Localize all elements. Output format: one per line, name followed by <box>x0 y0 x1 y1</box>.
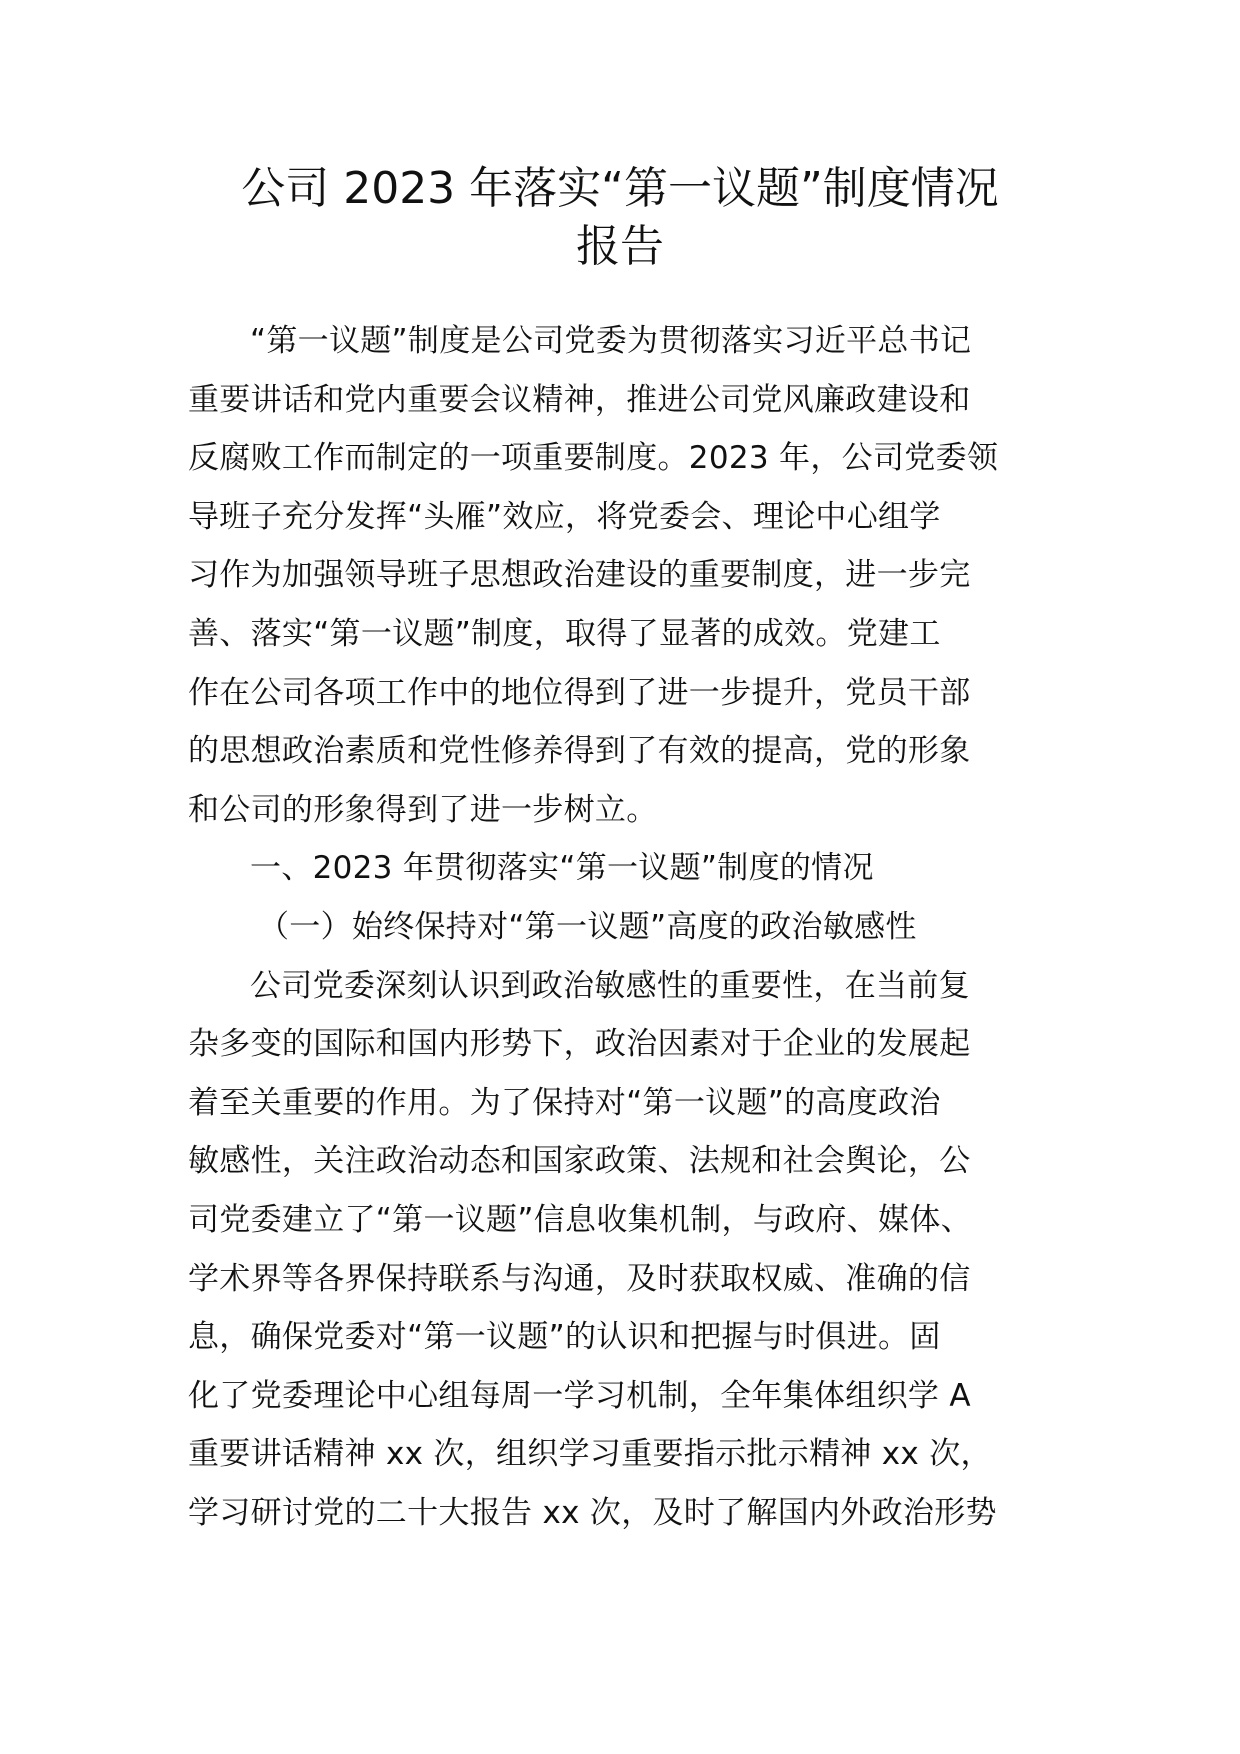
paragraph-body-line: 公司党委深刻认识到政治敏感性的重要性，在当前复 <box>250 967 970 1004</box>
subsection-heading: （一）始终保持对“第一议题”高度的政治敏感性 <box>258 908 917 945</box>
paragraph-intro-line: “第一议题”制度是公司党委为贯彻落实习近平总书记 <box>250 323 972 359</box>
paragraph-intro-line: 和公司的形象得到了进一步树立。 <box>188 791 658 828</box>
paragraph-intro-line: 善、落实“第一议题”制度，取得了显著的成效。党建工 <box>188 615 941 652</box>
paragraph-intro-line: 习作为加强领导班子思想政治建设的重要制度，进一步完 <box>188 557 971 594</box>
paragraph-body-line: 司党委建立了“第一议题”信息收集机制，与政府、媒体、 <box>188 1201 972 1238</box>
document-body <box>188 312 1068 1542</box>
paragraph-body-line: 息，确保党委对“第一议题”的认识和把握与时俱进。固 <box>188 1319 941 1356</box>
document-title <box>150 160 1090 276</box>
paragraph-intro-line: 的思想政治素质和党性修养得到了有效的提高，党的形象 <box>188 733 971 770</box>
paragraph-body-line: 重要讲话精神 xx 次，组织学习重要指示批示精神 xx 次， <box>188 1436 992 1473</box>
paragraph-intro-line: 导班子充分发挥“头雁”效应，将党委会、理论中心组学 <box>188 498 941 535</box>
paragraph-intro-line: 反腐败工作而制定的一项重要制度。2023 年，公司党委领 <box>188 440 999 477</box>
section-heading: 一、2023 年贯彻落实“第一议题”制度的情况 <box>250 850 874 887</box>
paragraph-body-line: 学习研讨党的二十大报告 xx 次，及时了解国内外政治形势 <box>188 1494 997 1531</box>
paragraph-body-line: 着至关重要的作用。为了保持对“第一议题”的高度政治 <box>188 1084 941 1121</box>
paragraph-intro-line: 重要讲话和党内重要会议精神，推进公司党风廉政建设和 <box>188 381 971 418</box>
paragraph-intro-line: 作在公司各项工作中的地位得到了进一步提升，党员干部 <box>188 674 971 711</box>
paragraph-body-line: 学术界等各界保持联系与沟通，及时获取权威、准确的信 <box>188 1260 971 1297</box>
paragraph-body-line: 化了党委理论中心组每周一学习机制，全年集体组织学 A <box>188 1377 971 1414</box>
paragraph-body-line: 敏感性，关注政治动态和国家政策、法规和社会舆论，公 <box>188 1143 971 1180</box>
title-line-1: 公司 2023 年落实“第一议题”制度情况 <box>241 163 999 214</box>
paragraph-body-line: 杂多变的国际和国内形势下，政治因素对于企业的发展起 <box>188 1026 971 1063</box>
title-line-2: 报告 <box>576 221 664 272</box>
